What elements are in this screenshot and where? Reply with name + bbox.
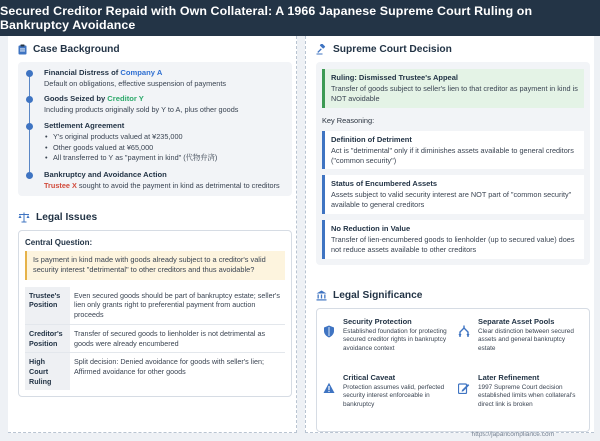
- significance-text: Clear distinction between secured assets and general bankruptcy estate: [478, 328, 574, 352]
- right-column: [305, 36, 594, 433]
- significance-title: Security Protection: [343, 317, 412, 326]
- table-row: [25, 287, 285, 325]
- position-text: Transfer of secured goods to lienholder is not detrimental as goods were already encumbered: [74, 328, 266, 348]
- reasoning-title: No Reduction in Value: [331, 224, 411, 234]
- supreme-court-section: [316, 44, 590, 265]
- timeline-dot: [26, 96, 33, 103]
- legal-significance-section: [316, 290, 590, 432]
- significance-item-security: [323, 317, 448, 367]
- gavel-icon: [316, 44, 327, 55]
- timeline-item-title: Goods Seized by Creditor Y: [44, 94, 144, 104]
- case-background-section: [18, 44, 292, 196]
- timeline-item-bankruptcy: [24, 170, 286, 190]
- supreme-court-title: Supreme Court Decision: [333, 44, 452, 55]
- list-item: • All transferred to Y as "payment in kind" (代物弁済): [44, 153, 286, 164]
- timeline-item-text: Default on obligations, effective suspension of payments: [44, 79, 226, 88]
- timeline-item-title: Financial Distress of Company A: [44, 68, 163, 77]
- reasoning-text: Transfer of lien-encumbered goods to lienholder (up to secured value) does not reduce assets available to other creditors: [331, 235, 575, 254]
- warning-icon: [323, 382, 335, 394]
- legal-significance-title: Legal Significance: [333, 290, 423, 301]
- legal-issues-heading: [18, 212, 292, 223]
- table-row: [25, 353, 285, 391]
- significance-text: 1997 Supreme Court decision established limits when collateral's direct link is broken: [478, 384, 576, 408]
- significance-item-asset-pools: [458, 317, 583, 367]
- shield-icon: [323, 325, 335, 338]
- page-title: Secured Creditor Repaid with Own Collateral: A 1966 Japanese Supreme Court Ruling on Bankruptcy Avoidance: [0, 4, 533, 32]
- central-question-label: Central Question:: [25, 238, 93, 247]
- significance-item-refinement: [458, 373, 583, 423]
- legal-significance-heading: [316, 290, 590, 301]
- position-label: High Court Ruling: [25, 353, 70, 391]
- timeline-item-goods-seized: [24, 94, 286, 114]
- left-column: [8, 36, 297, 433]
- list-item: • Other goods valued at ¥65,000: [44, 143, 286, 154]
- footer-url[interactable]: https://japancompliance.com: [471, 431, 554, 438]
- timeline-item-settlement: [24, 121, 286, 164]
- ruling-card: [322, 69, 584, 108]
- significance-item-caveat: [323, 373, 448, 423]
- key-reasoning-label: Key Reasoning:: [322, 115, 375, 125]
- reasoning-text: Assets subject to valid security interest are NOT part of "common security" available to general creditors: [331, 190, 572, 210]
- legal-significance-grid: [316, 308, 590, 432]
- significance-title: Later Refinement: [478, 373, 540, 382]
- reasoning-text: Act is "detrimental" only if it diminishes assets available to general creditors ("common security"): [331, 145, 574, 165]
- position-label: Trustee's Position: [25, 287, 70, 325]
- supreme-court-heading: [316, 44, 590, 55]
- timeline-dot: [26, 70, 33, 77]
- trustee-x-highlight: Trustee X: [44, 180, 77, 190]
- creditor-y-highlight: Creditor Y: [107, 94, 144, 104]
- case-background-heading: [18, 44, 292, 55]
- split-icon: [458, 325, 470, 338]
- settlement-list: [44, 132, 286, 164]
- reasoning-card: [322, 175, 584, 214]
- central-question: Is payment in kind made with goods already subject to a creditor's valid security interest "detrimental" to other creditors and thus avoidable?: [25, 251, 285, 280]
- significance-text: Protection assumes valid, perfected security interest enforceable in bankruptcy: [343, 384, 445, 408]
- list-item: • Y's original products valued at ¥235,000: [44, 132, 286, 143]
- table-row: [25, 324, 285, 352]
- significance-text: Established foundation for protecting secured creditor rights in bankruptcy avoidance context: [343, 328, 447, 352]
- legal-issues-section: [18, 212, 292, 397]
- timeline-item-text: Trustee X sought to avoid the payment in kind as detrimental to creditors: [44, 180, 280, 190]
- case-background-title: Case Background: [33, 44, 120, 55]
- ruling-title: Ruling: Dismissed Trustee's Appeal: [331, 73, 458, 82]
- reasoning-title: Definition of Detriment: [331, 134, 412, 144]
- timeline-item-text: Including products originally sold by Y to A, plus other goods: [44, 105, 239, 115]
- page-header: [0, 0, 600, 36]
- timeline-dot: [26, 123, 33, 130]
- position-text: Split decision: Denied avoidance for goods with seller's lien; Affirmed avoidance for other goods: [74, 357, 264, 377]
- legal-issues-box: [18, 230, 292, 397]
- significance-title: Separate Asset Pools: [478, 317, 555, 326]
- position-text: Even secured goods should be part of bankruptcy estate; seller's lien only grants right to preferential payment from auction proceeds: [74, 290, 280, 320]
- timeline-item-financial-distress: [24, 68, 286, 88]
- reasoning-card: [322, 131, 584, 170]
- position-label: Creditor's Position: [25, 324, 70, 352]
- case-background-timeline: [18, 62, 292, 196]
- positions-table: [25, 287, 285, 391]
- supreme-court-box: [316, 62, 590, 265]
- clipboard-icon: [18, 44, 27, 55]
- timeline-item-title: Bankruptcy and Avoidance Action: [44, 169, 167, 179]
- edit-icon: [458, 382, 470, 394]
- scales-icon: [18, 212, 30, 223]
- company-a-highlight: Company A: [120, 68, 163, 77]
- timeline-dot: [26, 172, 33, 179]
- reasoning-card: [322, 220, 584, 259]
- ruling-text: Transfer of goods subject to seller's lien to that creditor as payment in kind is NOT avoidable: [331, 84, 578, 103]
- legal-issues-title: Legal Issues: [36, 212, 98, 223]
- timeline-item-title: Settlement Agreement: [44, 120, 125, 130]
- significance-title: Critical Caveat: [343, 373, 396, 382]
- reasoning-title: Status of Encumbered Assets: [331, 179, 437, 189]
- landmark-icon: [316, 290, 327, 301]
